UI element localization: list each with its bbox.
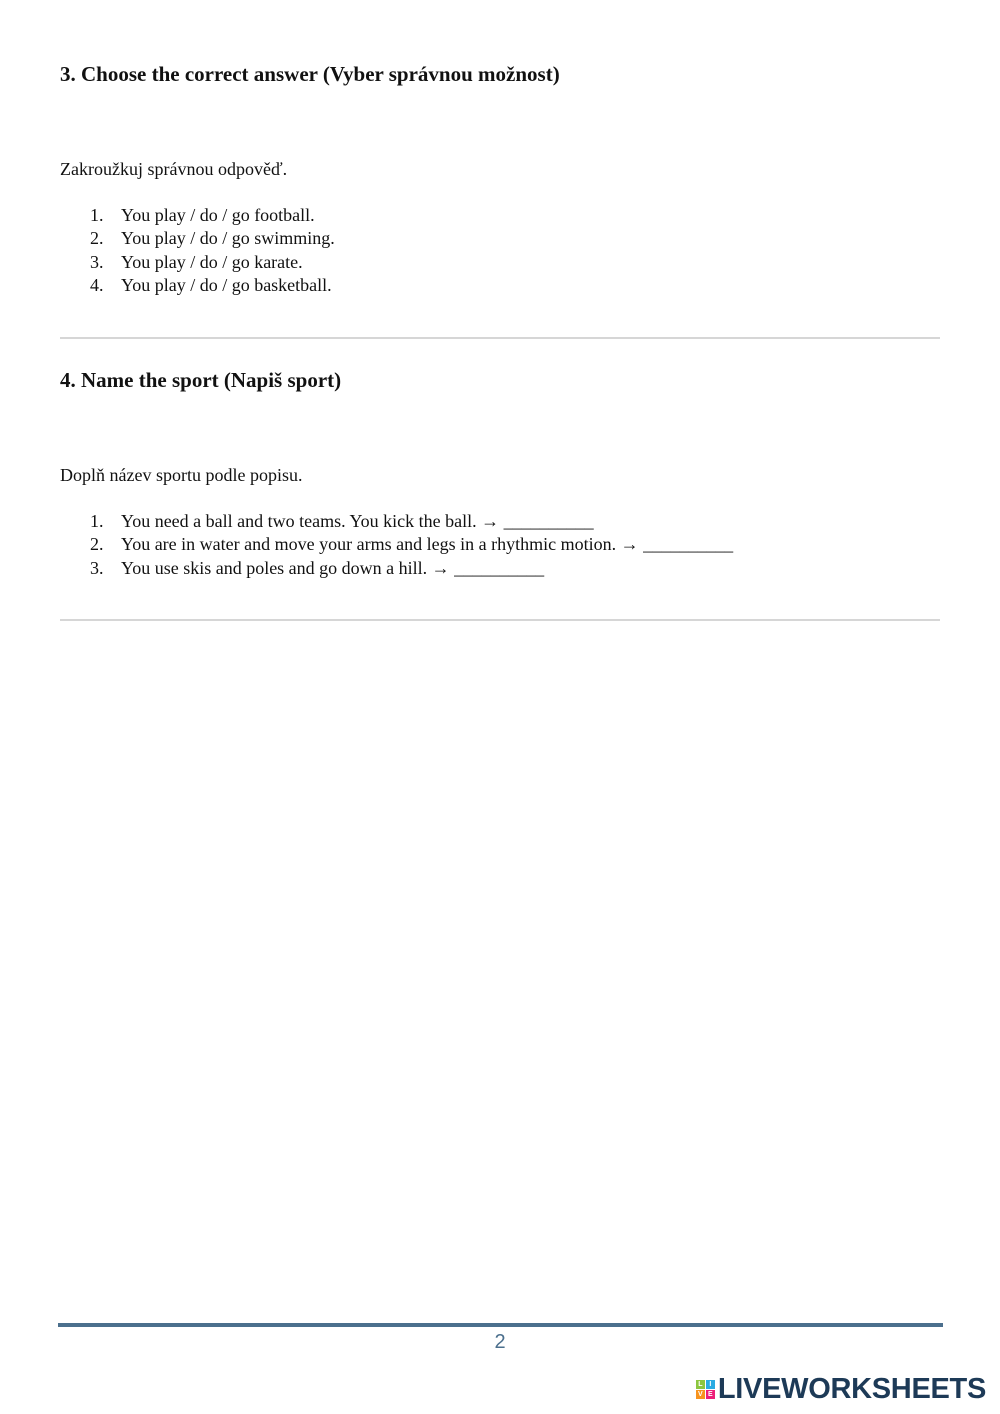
page-number: 2 [494,1331,506,1353]
item-number: 1. [90,205,104,225]
list-item [60,533,733,556]
logo-letter-tile: I [706,1380,715,1389]
section-3-question-list [60,204,335,297]
section-3-heading: 3. Choose the correct answer (Vyber správnou možnost) [60,62,560,86]
item-number: 1. [90,511,104,531]
item-number: 3. [90,557,104,578]
logo-letter-tile: V [696,1390,705,1399]
item-text: You need a ball and two teams. You kick the ball. → __________ [121,511,594,531]
list-item [60,227,335,250]
section-4-question-list [60,510,733,580]
logo-letter-tile: E [706,1390,715,1399]
item-text: You play / do / go swimming. [121,228,335,249]
item-text: You use skis and poles and go down a hill. → __________ [121,557,545,578]
logo-letter-tile: L [696,1380,705,1389]
item-number: 2. [90,534,104,555]
section-3-instruction: Zakroužkuj správnou odpověď. [60,159,288,179]
list-item [60,251,335,274]
item-number: 2. [90,228,104,249]
section-4-heading: 4. Name the sport (Napiš sport) [60,368,342,392]
list-item [60,510,733,533]
list-item [60,274,335,297]
brand-name: LIVEWORKSHEETS [717,1373,986,1405]
item-text: You are in water and move your arms and legs in a rhythmic motion. → __________ [121,534,734,555]
section-4-instruction: Doplň název sportu podle popisu. [60,465,303,485]
section-divider [60,619,940,621]
liveworksheets-logo-icon [696,1380,715,1399]
list-item [60,204,335,227]
item-number: 4. [90,274,104,295]
footer-rule [58,1323,943,1327]
liveworksheets-brand [696,1374,986,1404]
item-text: You play / do / go basketball. [121,274,332,295]
item-text: You play / do / go karate. [121,251,303,272]
item-text: You play / do / go football. [121,205,315,225]
item-number: 3. [90,251,104,272]
list-item [60,557,733,580]
section-divider [60,337,940,339]
